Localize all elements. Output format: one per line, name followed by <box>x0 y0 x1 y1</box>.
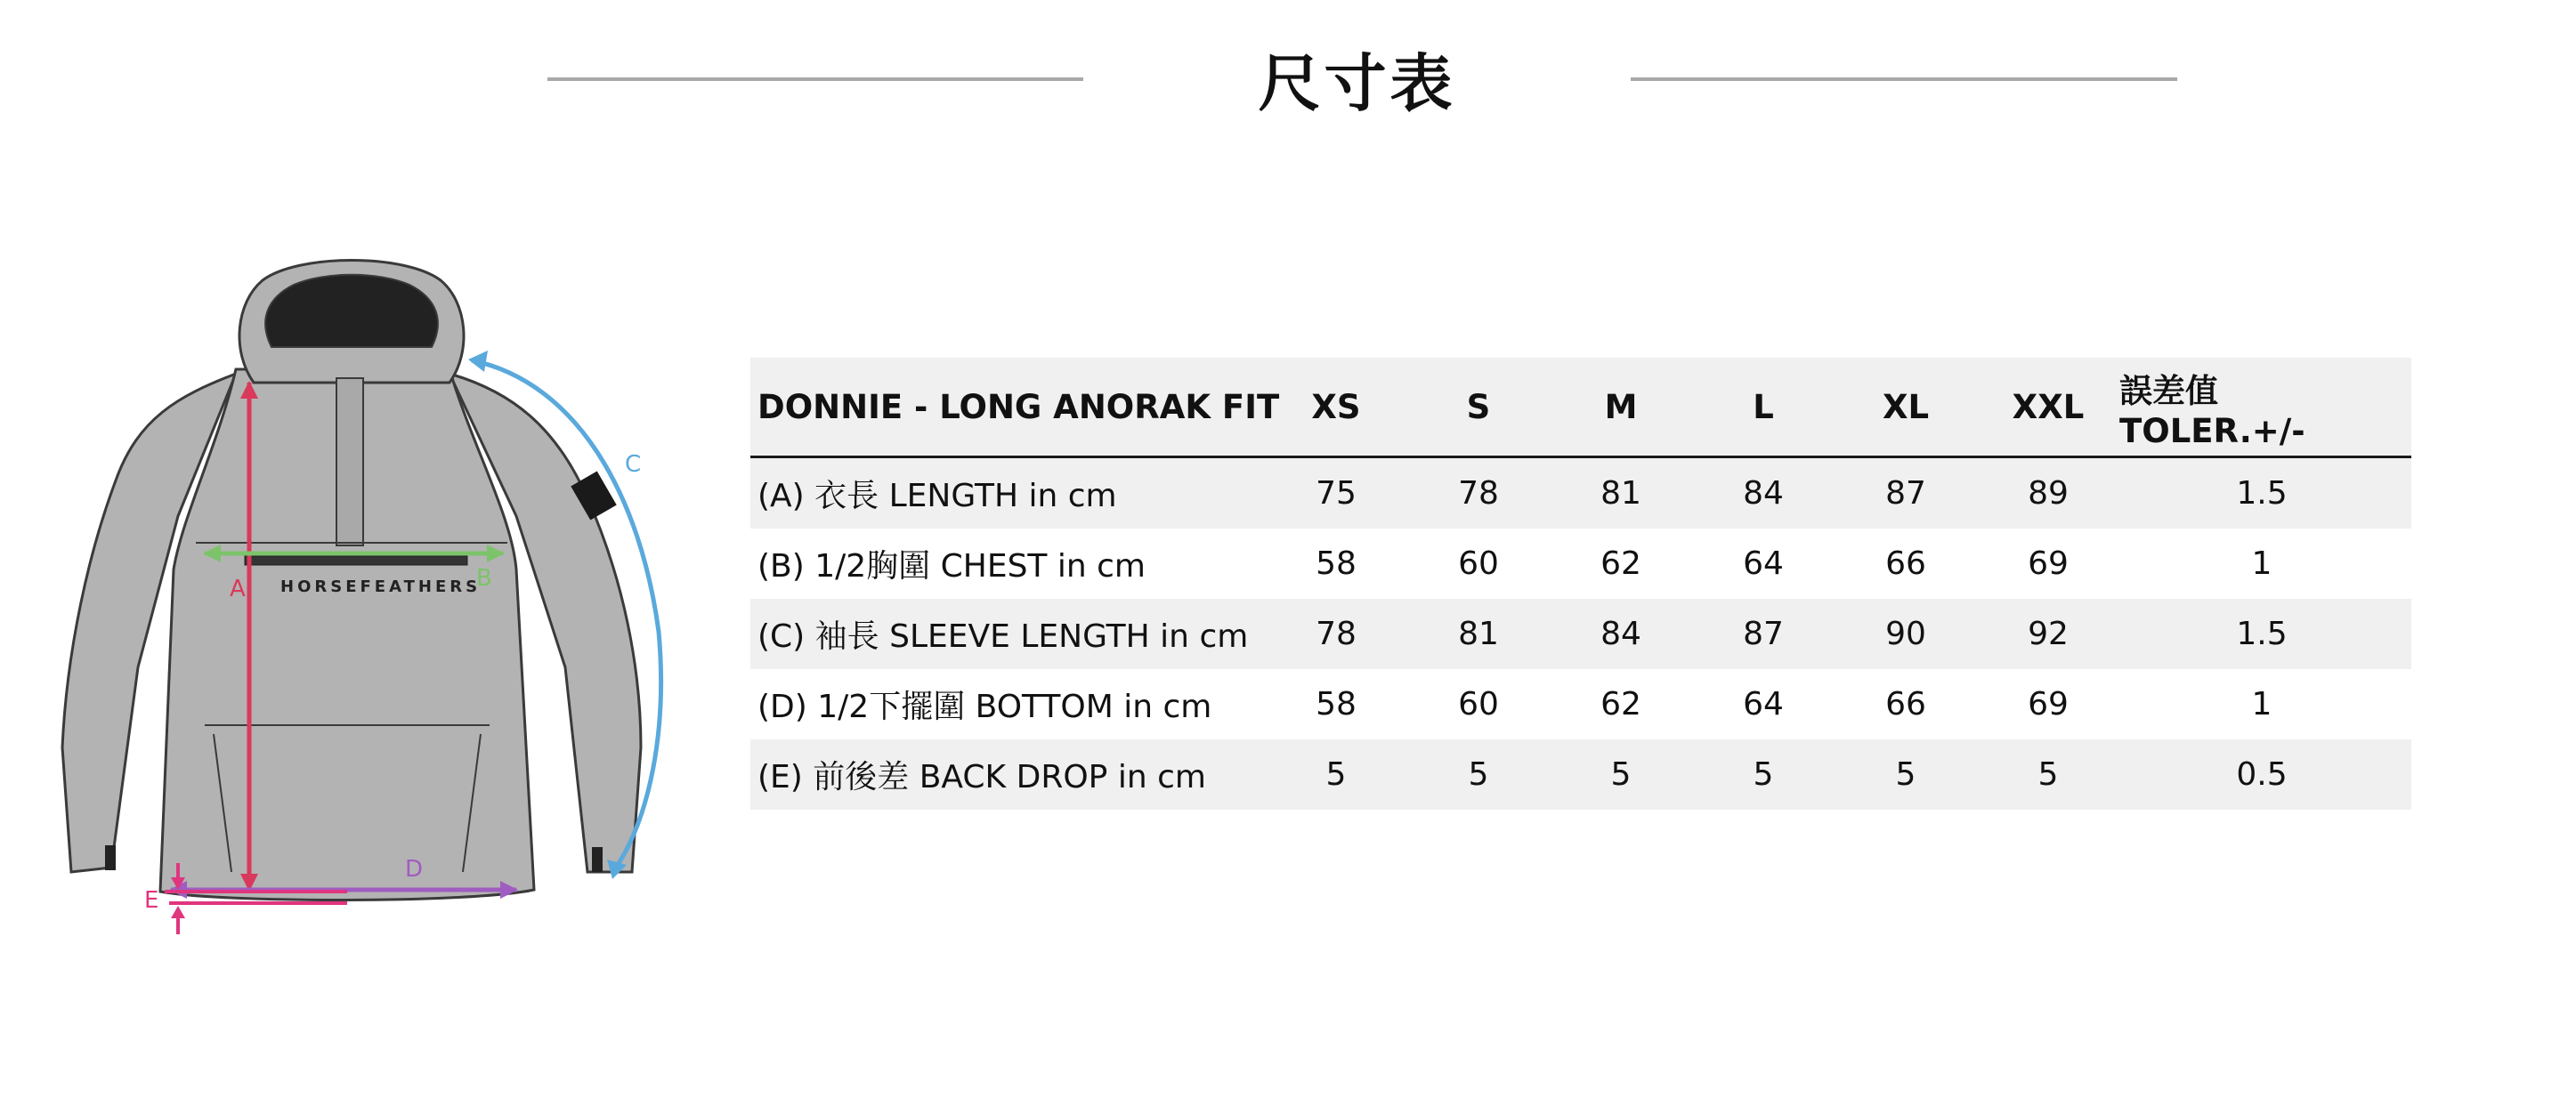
cell-value: 90 <box>1885 616 1926 652</box>
cell-value: 62 <box>1600 545 1641 582</box>
cell-tolerance: 1 <box>2251 545 2272 582</box>
cell-value: 89 <box>2028 475 2069 512</box>
cell-value: 60 <box>1458 545 1499 582</box>
cell-value: 69 <box>2028 545 2069 582</box>
cell-value: 81 <box>1600 475 1641 512</box>
measure-label-c: C <box>625 451 642 478</box>
header-size-s: S <box>1466 387 1491 426</box>
cell-value: 58 <box>1316 545 1357 582</box>
table-row <box>750 599 2411 669</box>
cell-value: 92 <box>2028 616 2069 652</box>
cell-value: 69 <box>2028 686 2069 723</box>
measure-label-d: D <box>405 856 424 883</box>
header-tolerance: 誤差值 TOLER.+/- <box>2119 371 2305 450</box>
cell-value: 64 <box>1743 545 1784 582</box>
row-label: (E) 前後差 BACK DROP in cm <box>757 759 1206 795</box>
measure-label-a: A <box>230 576 246 602</box>
cell-value: 66 <box>1885 545 1926 582</box>
brand-label: HORSEFEATHERS <box>280 577 482 596</box>
page-title: 尺寸表 <box>1258 47 1456 120</box>
header-size-l: L <box>1753 387 1774 426</box>
cell-value: 75 <box>1316 475 1357 512</box>
header-product-name: DONNIE - LONG ANORAK FIT <box>757 387 1280 426</box>
cell-value: 84 <box>1743 475 1784 512</box>
title-divider-right <box>1631 77 2177 81</box>
title-divider-left <box>547 77 1083 81</box>
cell-value: 5 <box>1753 756 1774 793</box>
table-row <box>750 529 2411 599</box>
table-row <box>750 669 2411 739</box>
cell-value: 5 <box>1610 756 1632 793</box>
cell-value: 5 <box>1895 756 1916 793</box>
cell-tolerance: 1.5 <box>2236 616 2288 652</box>
cell-value: 84 <box>1600 616 1641 652</box>
header-size-xl: XL <box>1882 387 1930 426</box>
cell-value: 87 <box>1885 475 1926 512</box>
cell-value: 5 <box>1468 756 1489 793</box>
header-size-xxl: XXL <box>2012 387 2085 426</box>
jacket-measurement-diagram <box>53 249 676 961</box>
cell-value: 78 <box>1316 616 1357 652</box>
cell-value: 81 <box>1458 616 1499 652</box>
table-row <box>750 458 2411 529</box>
cell-value: 62 <box>1600 686 1641 723</box>
header-size-xs: XS <box>1311 387 1361 426</box>
cell-value: 66 <box>1885 686 1926 723</box>
cell-value: 78 <box>1458 475 1499 512</box>
table-row <box>750 739 2411 810</box>
measure-label-e: E <box>144 887 159 914</box>
size-table <box>750 358 2411 810</box>
measure-label-b: B <box>476 565 492 592</box>
cell-value: 5 <box>2037 756 2059 793</box>
table-header-row <box>750 358 2411 458</box>
cell-value: 58 <box>1316 686 1357 723</box>
cell-value: 64 <box>1743 686 1784 723</box>
cell-tolerance: 1.5 <box>2236 475 2288 512</box>
row-label: (D) 1/2下擺圍 BOTTOM in cm <box>757 689 1212 725</box>
row-label: (B) 1/2胸圍 CHEST in cm <box>757 548 1146 585</box>
cell-tolerance: 1 <box>2251 686 2272 723</box>
cell-tolerance: 0.5 <box>2236 756 2288 793</box>
row-label: (A) 衣長 LENGTH in cm <box>757 478 1117 514</box>
cell-value: 5 <box>1325 756 1347 793</box>
row-label: (C) 袖長 SLEEVE LENGTH in cm <box>757 618 1249 655</box>
cell-value: 87 <box>1743 616 1784 652</box>
cell-value: 60 <box>1458 686 1499 723</box>
jacket-illustration <box>62 261 641 900</box>
header-size-m: M <box>1604 387 1638 426</box>
